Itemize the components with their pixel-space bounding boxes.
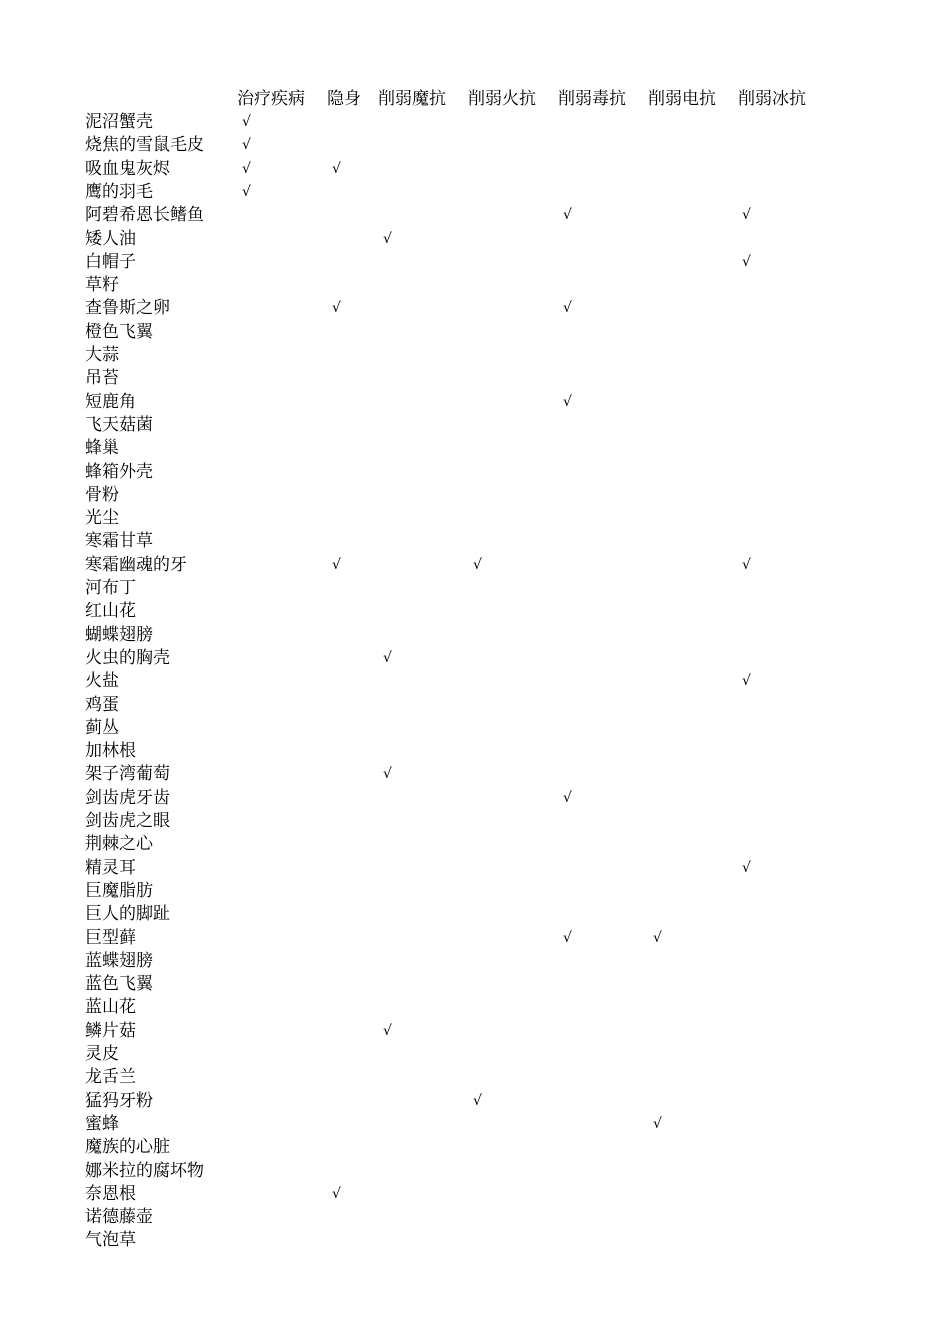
ingredient-name: 诺德藤壶: [85, 1207, 153, 1228]
check-mark: √: [563, 393, 572, 410]
check-mark: √: [742, 207, 751, 224]
ingredient-name: 蜂巢: [85, 438, 119, 459]
ingredient-name: 灵皮: [85, 1044, 119, 1064]
ingredient-name: 白帽子: [85, 251, 136, 272]
check-mark: √: [332, 300, 341, 317]
table-row: [0, 1183, 950, 1206]
column-header-weaken-magic-resist: 削弱魔抗: [378, 89, 446, 109]
table-row: [0, 810, 950, 833]
table-row: [0, 321, 950, 344]
check-mark: √: [383, 766, 392, 783]
check-mark: √: [653, 929, 662, 946]
ingredient-name: 吊苔: [85, 368, 119, 389]
column-header-cure-disease: 治疗疾病: [237, 89, 305, 109]
table-row: [0, 391, 950, 414]
ingredient-name: 蓝山花: [85, 997, 136, 1018]
ingredient-name: 精灵耳: [85, 857, 136, 878]
ingredient-name: 泥沼蟹壳: [85, 112, 153, 132]
table-row: [0, 903, 950, 926]
ingredient-name: 娜米拉的腐坏物: [85, 1160, 204, 1181]
ingredient-name: 气泡草: [85, 1230, 136, 1251]
table-row: [0, 1160, 950, 1183]
check-mark: √: [473, 1092, 482, 1109]
ingredient-name: 巨型藓: [85, 927, 136, 948]
ingredient-name: 寒霜甘草: [85, 531, 153, 552]
table-row: [0, 367, 950, 390]
ingredient-name: 烧焦的雪鼠毛皮: [85, 135, 204, 156]
ingredient-name: 光尘: [85, 508, 119, 529]
check-mark: √: [383, 1022, 392, 1039]
column-header-weaken-shock-resist: 削弱电抗: [648, 89, 716, 109]
ingredient-name: 红山花: [85, 601, 136, 622]
table-row: [0, 1136, 950, 1159]
table-row: [0, 950, 950, 973]
table-row: [0, 624, 950, 647]
table-row: [0, 1090, 950, 1113]
ingredient-name: 魔族的心脏: [85, 1137, 170, 1158]
check-mark: √: [563, 789, 572, 806]
table-row: [0, 996, 950, 1019]
check-mark: √: [742, 556, 751, 573]
ingredient-name: 蜂箱外壳: [85, 461, 153, 482]
check-mark: √: [242, 114, 251, 130]
table-row: [0, 857, 950, 880]
table-row: [0, 158, 950, 181]
check-mark: √: [473, 556, 482, 573]
table-row: [0, 973, 950, 996]
ingredient-name: 鳞片菇: [85, 1020, 136, 1041]
table-row: [0, 111, 950, 134]
ingredient-name: 矮人油: [85, 228, 136, 249]
table-row: [0, 251, 950, 274]
ingredient-name: 架子湾葡萄: [85, 764, 170, 785]
ingredient-name: 荆棘之心: [85, 834, 153, 855]
table-row: [0, 577, 950, 600]
table-row: [0, 414, 950, 437]
table-row: [0, 647, 950, 670]
table-row: [0, 717, 950, 740]
check-mark: √: [563, 929, 572, 946]
table-row: [0, 297, 950, 320]
table-row: [0, 670, 950, 693]
ingredient-name: 飞天菇菌: [85, 414, 153, 435]
table-row: [0, 530, 950, 553]
table-row: [0, 600, 950, 623]
check-mark: √: [742, 253, 751, 270]
ingredient-name: 鹰的羽毛: [85, 181, 153, 202]
check-mark: √: [242, 160, 251, 177]
ingredient-name: 蜜蜂: [85, 1113, 119, 1134]
table-row: [0, 1020, 950, 1043]
column-header-weaken-poison-resist: 削弱毒抗: [558, 89, 626, 109]
ingredient-name: 蓝蝶翅膀: [85, 950, 153, 971]
table-row: [0, 181, 950, 204]
table-row: [0, 134, 950, 157]
ingredient-name: 蝴蝶翅膀: [85, 624, 153, 645]
check-mark: √: [742, 673, 751, 690]
table-row: [0, 484, 950, 507]
column-header-weaken-frost-resist: 削弱冰抗: [738, 89, 806, 109]
ingredient-name: 查鲁斯之卵: [85, 298, 170, 319]
check-mark: √: [332, 556, 341, 573]
ingredient-name: 橙色飞翼: [85, 321, 153, 342]
check-mark: √: [653, 1115, 662, 1132]
ingredient-name: 奈恩根: [85, 1183, 136, 1204]
ingredient-name: 猛犸牙粉: [85, 1090, 153, 1111]
table-row: [0, 1066, 950, 1089]
ingredient-name: 蓟丛: [85, 717, 119, 738]
ingredient-name: 巨人的脚趾: [85, 904, 170, 925]
ingredient-name: 阿碧希恩长鳍鱼: [85, 205, 204, 226]
ingredient-name: 骨粉: [85, 484, 119, 505]
table-row: [0, 1043, 950, 1066]
check-mark: √: [242, 137, 251, 154]
ingredient-name: 鸡蛋: [85, 694, 119, 715]
table-row: [0, 833, 950, 856]
ingredient-name: 草籽: [85, 275, 119, 296]
table-row: [0, 1113, 950, 1136]
table-row: [0, 344, 950, 367]
ingredient-name: 剑齿虎牙齿: [85, 787, 170, 808]
ingredient-name: 巨魔脂肪: [85, 880, 153, 901]
table-row: [0, 437, 950, 460]
ingredient-name: 寒霜幽魂的牙: [85, 554, 187, 575]
ingredient-name: 加林根: [85, 741, 136, 762]
ingredient-name: 火盐: [85, 671, 119, 692]
check-mark: √: [242, 183, 251, 200]
ingredient-name: 河布丁: [85, 578, 136, 598]
ingredient-name: 剑齿虎之眼: [85, 811, 170, 831]
table-row: [0, 507, 950, 530]
table-row: [0, 461, 950, 484]
table-row: [0, 694, 950, 717]
table-row: [0, 1206, 950, 1229]
table-row: [0, 763, 950, 786]
column-header-invisibility: 隐身: [327, 89, 361, 109]
table-row: [0, 927, 950, 950]
column-header-weaken-fire-resist: 削弱火抗: [468, 89, 536, 109]
check-mark: √: [563, 207, 572, 224]
table-row: [0, 274, 950, 297]
table-row: [0, 204, 950, 227]
ingredient-name: 吸血鬼灰烬: [85, 158, 170, 179]
ingredient-name: 短鹿角: [85, 391, 136, 412]
check-mark: √: [383, 649, 392, 666]
ingredient-name: 大蒜: [85, 345, 119, 365]
table-row: [0, 880, 950, 903]
table-row: [0, 554, 950, 577]
ingredient-name: 龙舌兰: [85, 1067, 136, 1088]
table-row: [0, 228, 950, 251]
ingredient-name: 火虫的胸壳: [85, 647, 170, 668]
check-mark: √: [383, 230, 392, 247]
ingredient-name: 蓝色飞翼: [85, 974, 153, 995]
check-mark: √: [742, 859, 751, 876]
check-mark: √: [332, 1185, 341, 1202]
check-mark: √: [563, 300, 572, 317]
check-mark: √: [332, 160, 341, 177]
table-row: [0, 787, 950, 810]
table-row: [0, 740, 950, 763]
table-row: [0, 1229, 950, 1252]
